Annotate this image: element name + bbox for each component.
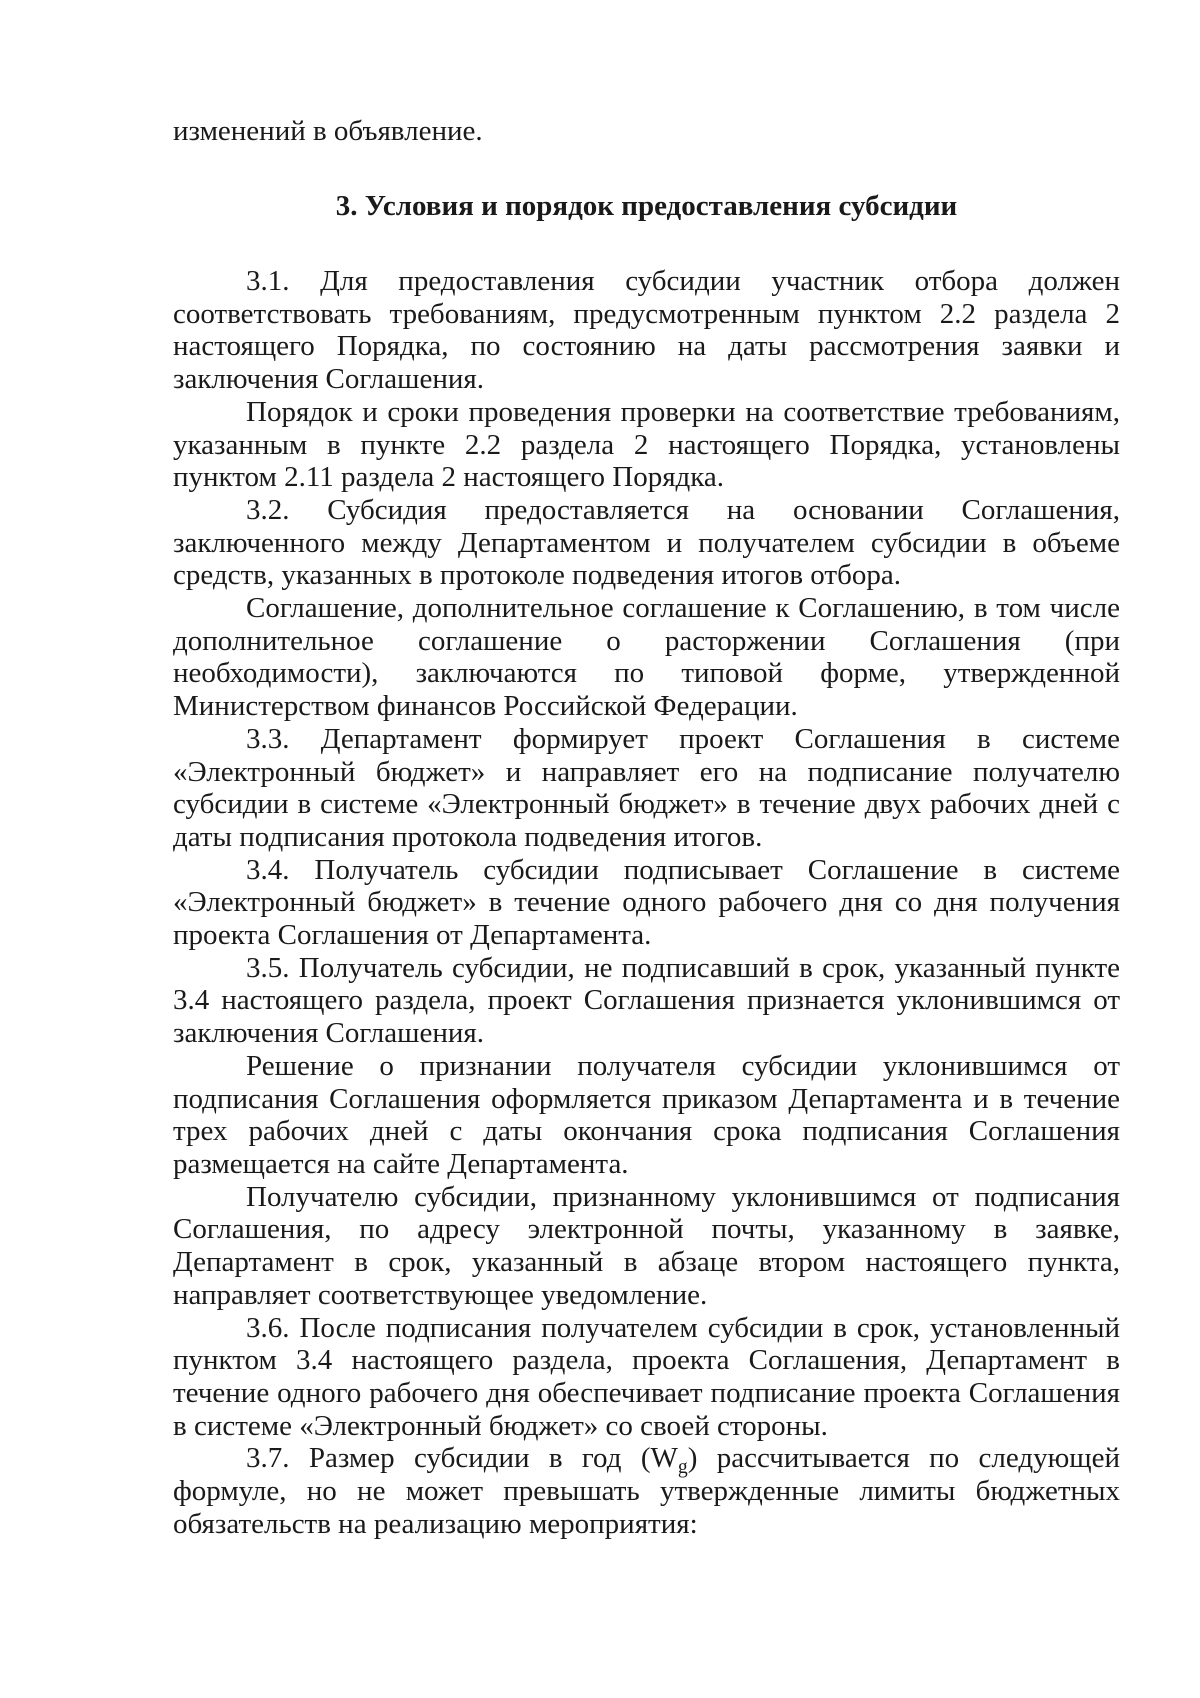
paragraph-3-7	[173, 1442, 1120, 1540]
paragraph-decision: Решение о признании получателя субсидии уклонившимся от подписания Соглашения оформляется приказом Департамента и в течение трех рабочих дней с даты окончания срока подписания Соглашения размещается на сайте Департамента.	[173, 1049, 1120, 1180]
paragraph-check-order: Порядок и сроки проведения проверки на соответствие требованиям, указанным в пункте 2.2 раздела 2 настоящего Порядка, установлены пунктом 2.11 раздела 2 настоящего Порядка.	[173, 395, 1120, 494]
paragraph-3-3: 3.3. Департамент формирует проект Соглашения в системе «Электронный бюджет» и направляет его на подписание получателю субсидии в системе «Электронный бюджет» в течение двух рабочих дней с даты подписания протокола подведения итогов.	[173, 722, 1120, 853]
intro-continuation	[173, 115, 1120, 148]
paragraph-3-4: 3.4. Получатель субсидии подписывает Соглашение в системе «Электронный бюджет» в течение одного рабочего дня со дня получения проекта Соглашения от Департамента.	[173, 853, 1120, 952]
paragraph-3-1: 3.1. Для предоставления субсидии участник отбора должен соответствовать требованиям, предусмотренным пунктом 2.2 раздела 2 настоящего Порядка, по состоянию на даты рассмотрения заявки и заключения Соглашения.	[173, 265, 1120, 396]
section-body	[173, 265, 1120, 1540]
paragraph-3-7-start: 3.7. Размер субсидии в год (W	[246, 1442, 678, 1475]
paragraph-3-6: 3.6. После подписания получателем субсидии в срок, установленный пунктом 3.4 настоящего раздела, проекта Соглашения, Департамент в течение одного рабочего дня обеспечивает подписание проекта Соглашения в системе «Электронный бюджет» со своей стороны.	[173, 1311, 1120, 1442]
paragraph-agreement-form: Соглашение, дополнительное соглашение к Соглашению, в том числе дополнительное соглашение о расторжении Соглашения (при необходимости), заключаются по типовой форме, утвержденной Министерством финансов Российской Федерации.	[173, 592, 1120, 723]
paragraph-3-5: 3.5. Получатель субсидии, не подписавший в срок, указанный пункте 3.4 настоящего раздела, проект Соглашения признается уклонившимся от заключения Соглашения.	[173, 951, 1120, 1050]
paragraph-notification: Получателю субсидии, признанному уклонившимся от подписания Соглашения, по адресу электронной почты, указанному в заявке, Департамент в срок, указанный в абзаце втором настоящего пункта, направляет соответствующее уведомление.	[173, 1180, 1120, 1311]
paragraph-3-7-end: ) рассчитывается по следующей формуле, но не может превышать утвержденные лимиты бюджетных обязательств на реализацию мероприятия:	[173, 1442, 1120, 1540]
subscript-g: g	[677, 1456, 688, 1479]
section-heading: 3. Условия и порядок предоставления субсидии	[335, 190, 958, 222]
intro-text: изменений в объявление.	[173, 115, 483, 147]
paragraph-3-2: 3.2. Субсидия предоставляется на основании Соглашения, заключенного между Департаментом и получателем субсидии в объеме средств, указанных в протоколе подведения итогов отбора.	[173, 493, 1120, 592]
